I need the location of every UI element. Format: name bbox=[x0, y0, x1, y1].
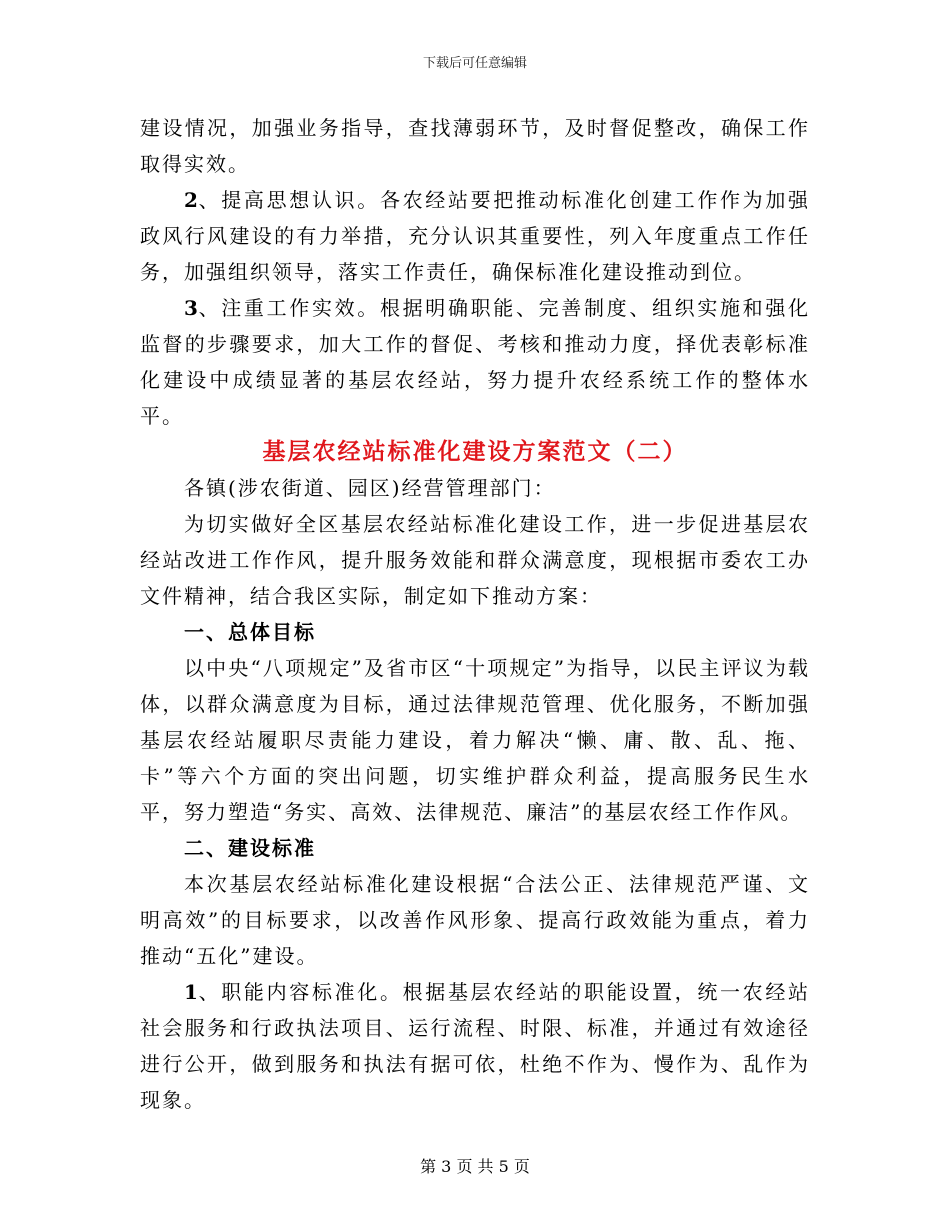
intro-paragraph: 为切实做好全区基层农经站标准化建设工作，进一步促进基层农经站改进工作作风，提升服务效能和群众满意度，现根据市委农工办文件精神，结合我区实际，制定如下推动方案： bbox=[140, 512, 810, 608]
document-body bbox=[140, 110, 810, 1118]
list-item-2 bbox=[140, 182, 810, 290]
section-heading-standards: 二、建设标准 bbox=[184, 836, 316, 860]
list-item-number: 2 bbox=[184, 188, 198, 212]
salutation: 各镇(涉农街道、园区)经营管理部门： bbox=[184, 476, 556, 500]
list-item-text: 、提高思想认识。各农经站要把推动标准化创建工作作为加强政风行风建设的有力举措，充分认识其重要性，列入年度重点工作任务，加强组织领导，落实工作责任，确保标准化建设推动到位。 bbox=[140, 188, 810, 284]
document-title: 基层农经站标准化建设方案范文（二） bbox=[262, 438, 688, 465]
section-body-overall-goal: 以中央“八项规定”及省市区“十项规定”为指导，以民主评议为载体，以群众满意度为目标，通过法律规范管理、优化服务，不断加强基层农经站履职尽责能力建设，着力解决“懒、庸、散、乱、拖、卡”等六个方面的突出问题，切实维护群众利益，提高服务民生水平，努力塑造“务实、高效、法律规范、廉洁”的基层农经工作作风。 bbox=[140, 656, 810, 824]
list-item-text: 、注重工作实效。根据明确职能、完善制度、组织实施和强化监督的步骤要求，加大工作的督促、考核和推动力度，择优表彰标准化建设中成绩显著的基层农经站，努力提升农经系统工作的整体水平。 bbox=[140, 296, 810, 428]
list-item-3 bbox=[140, 290, 810, 434]
list-item-1 bbox=[140, 974, 810, 1118]
page-header: 下载后可任意编辑 bbox=[422, 56, 527, 71]
section-heading-overall-goal: 一、总体目标 bbox=[184, 620, 316, 644]
continuation-paragraph: 建设情况，加强业务指导，查找薄弱环节，及时督促整改，确保工作取得实效。 bbox=[140, 116, 810, 176]
list-item-number: 1 bbox=[184, 980, 198, 1004]
section-body-standards: 本次基层农经站标准化建设根据“合法公正、法律规范严谨、文明高效”的目标要求，以改善作风形象、提高行政效能为重点，着力推动“五化”建设。 bbox=[140, 872, 810, 968]
list-item-text: 、职能内容标准化。根据基层农经站的职能设置，统一农经站社会服务和行政执法项目、运行流程、时限、标准，并通过有效途径进行公开，做到服务和执法有据可依，杜绝不作为、慢作为、乱作为现象。 bbox=[140, 980, 810, 1112]
page-footer: 第 3 页 共 5 页 bbox=[420, 1157, 530, 1176]
list-item-number: 3 bbox=[184, 296, 198, 320]
